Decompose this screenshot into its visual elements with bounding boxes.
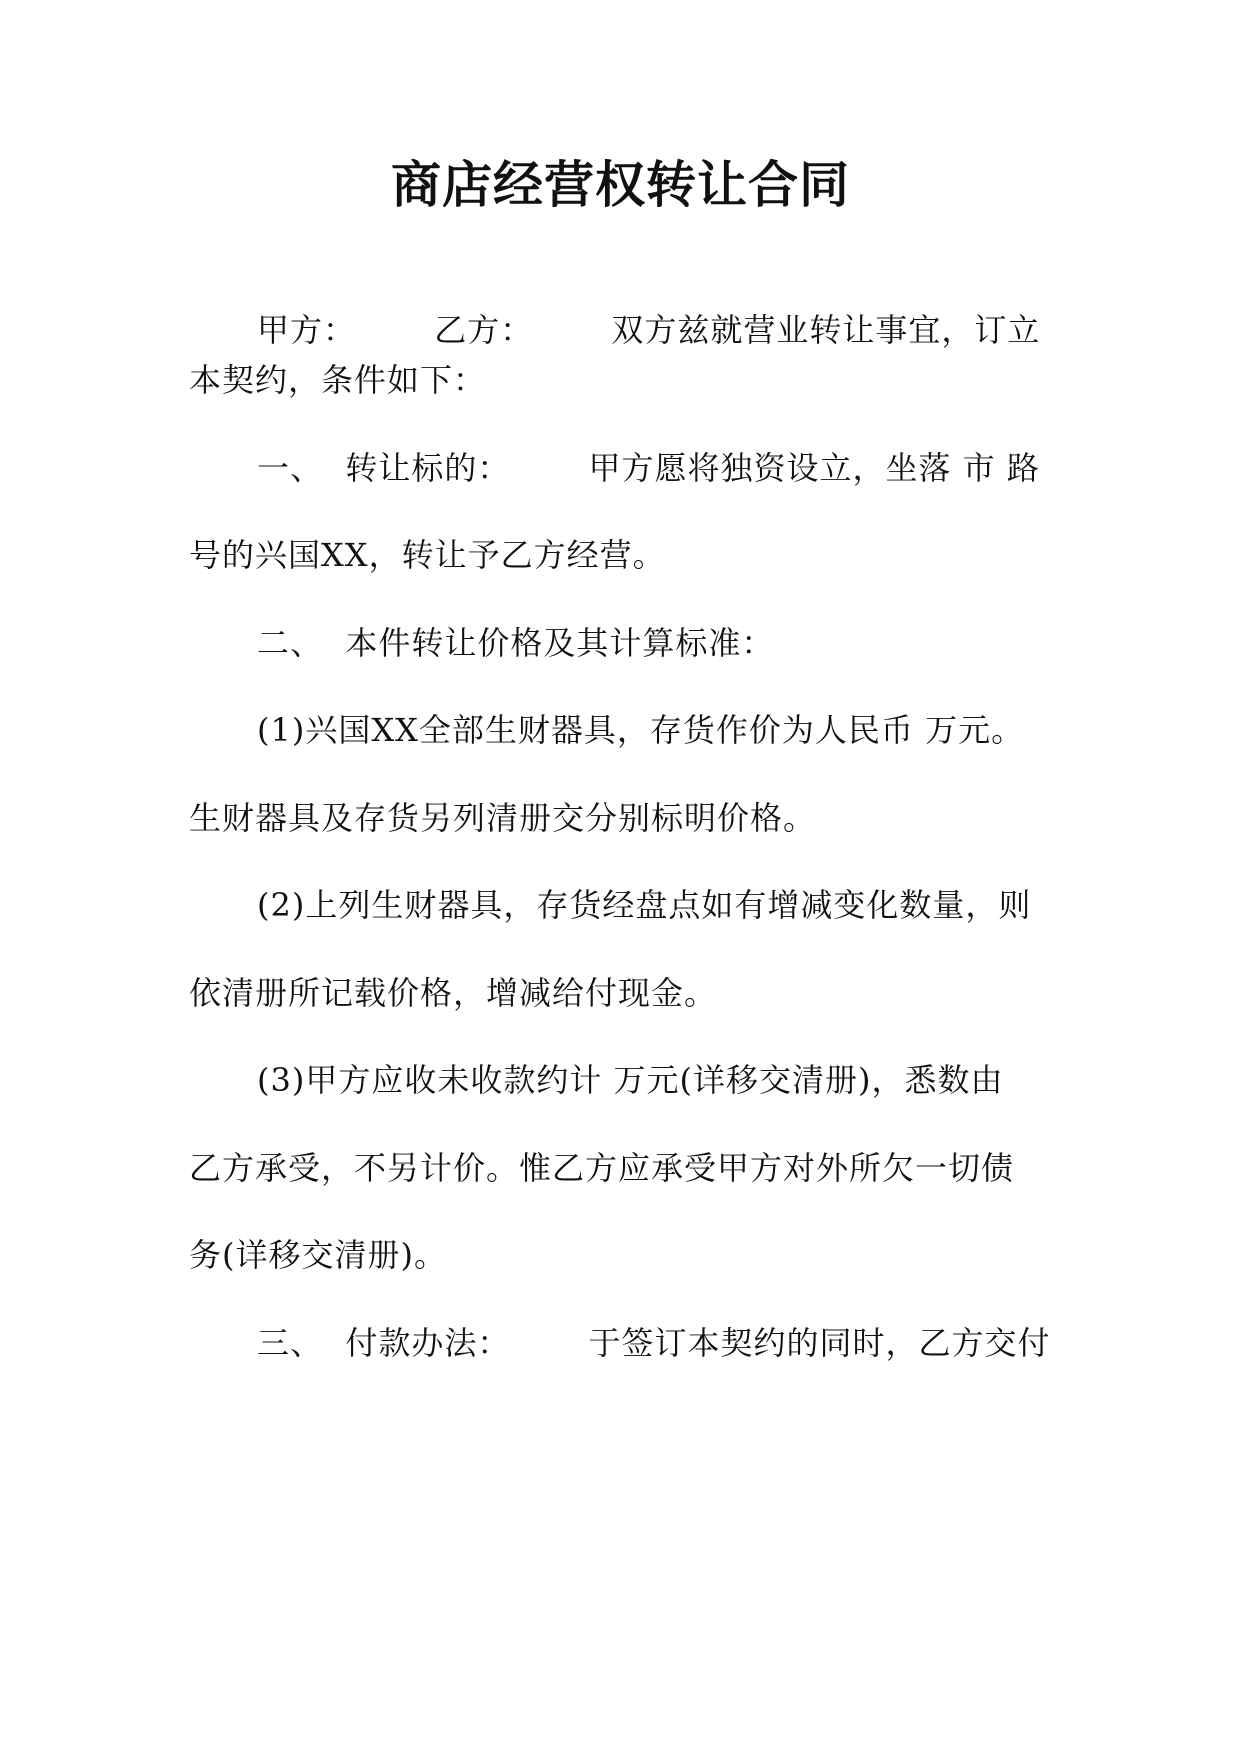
clause-2-item-3-line-3: 务(详移交清册)。	[189, 1236, 447, 1274]
clause-2-heading: 二、 本件转让价格及其计算标准：	[257, 624, 775, 662]
paragraph-parties-line-1: 甲方： 乙方： 双方兹就营业转让事宜，订立	[257, 311, 1041, 349]
clause-2-item-1-line-2: 生财器具及存货另列清册交分别标明价格。	[189, 799, 817, 837]
clause-2-item-2-line-1: (2)上列生财器具，存货经盘点如有增减变化数量，则	[257, 886, 1032, 924]
paragraph-parties-line-2: 本契约，条件如下：	[189, 361, 487, 399]
clause-2-item-3-line-2: 乙方承受，不另计价。惟乙方应承受甲方对外所欠一切债	[189, 1149, 1015, 1187]
clause-2-item-3-line-1: (3)甲方应收未收款约计 万元(详移交清册)，悉数由	[257, 1061, 1004, 1099]
clause-1-line-2: 号的兴国XX，转让予乙方经营。	[189, 536, 666, 574]
document-title: 商店经营权转让合同	[391, 156, 850, 214]
clause-2-item-2-line-2: 依清册所记载价格，增减给付现金。	[189, 974, 718, 1012]
clause-2-item-1-line-1: (1)兴国XX全部生财器具，存货作价为人民币 万元。	[257, 711, 1025, 749]
clause-1-line-1: 一、 转让标的： 甲方愿将独资设立，坐落 市 路	[257, 449, 1040, 487]
clause-3-line-1: 三、 付款办法： 于签订本契约的同时，乙方交付	[257, 1324, 1051, 1362]
